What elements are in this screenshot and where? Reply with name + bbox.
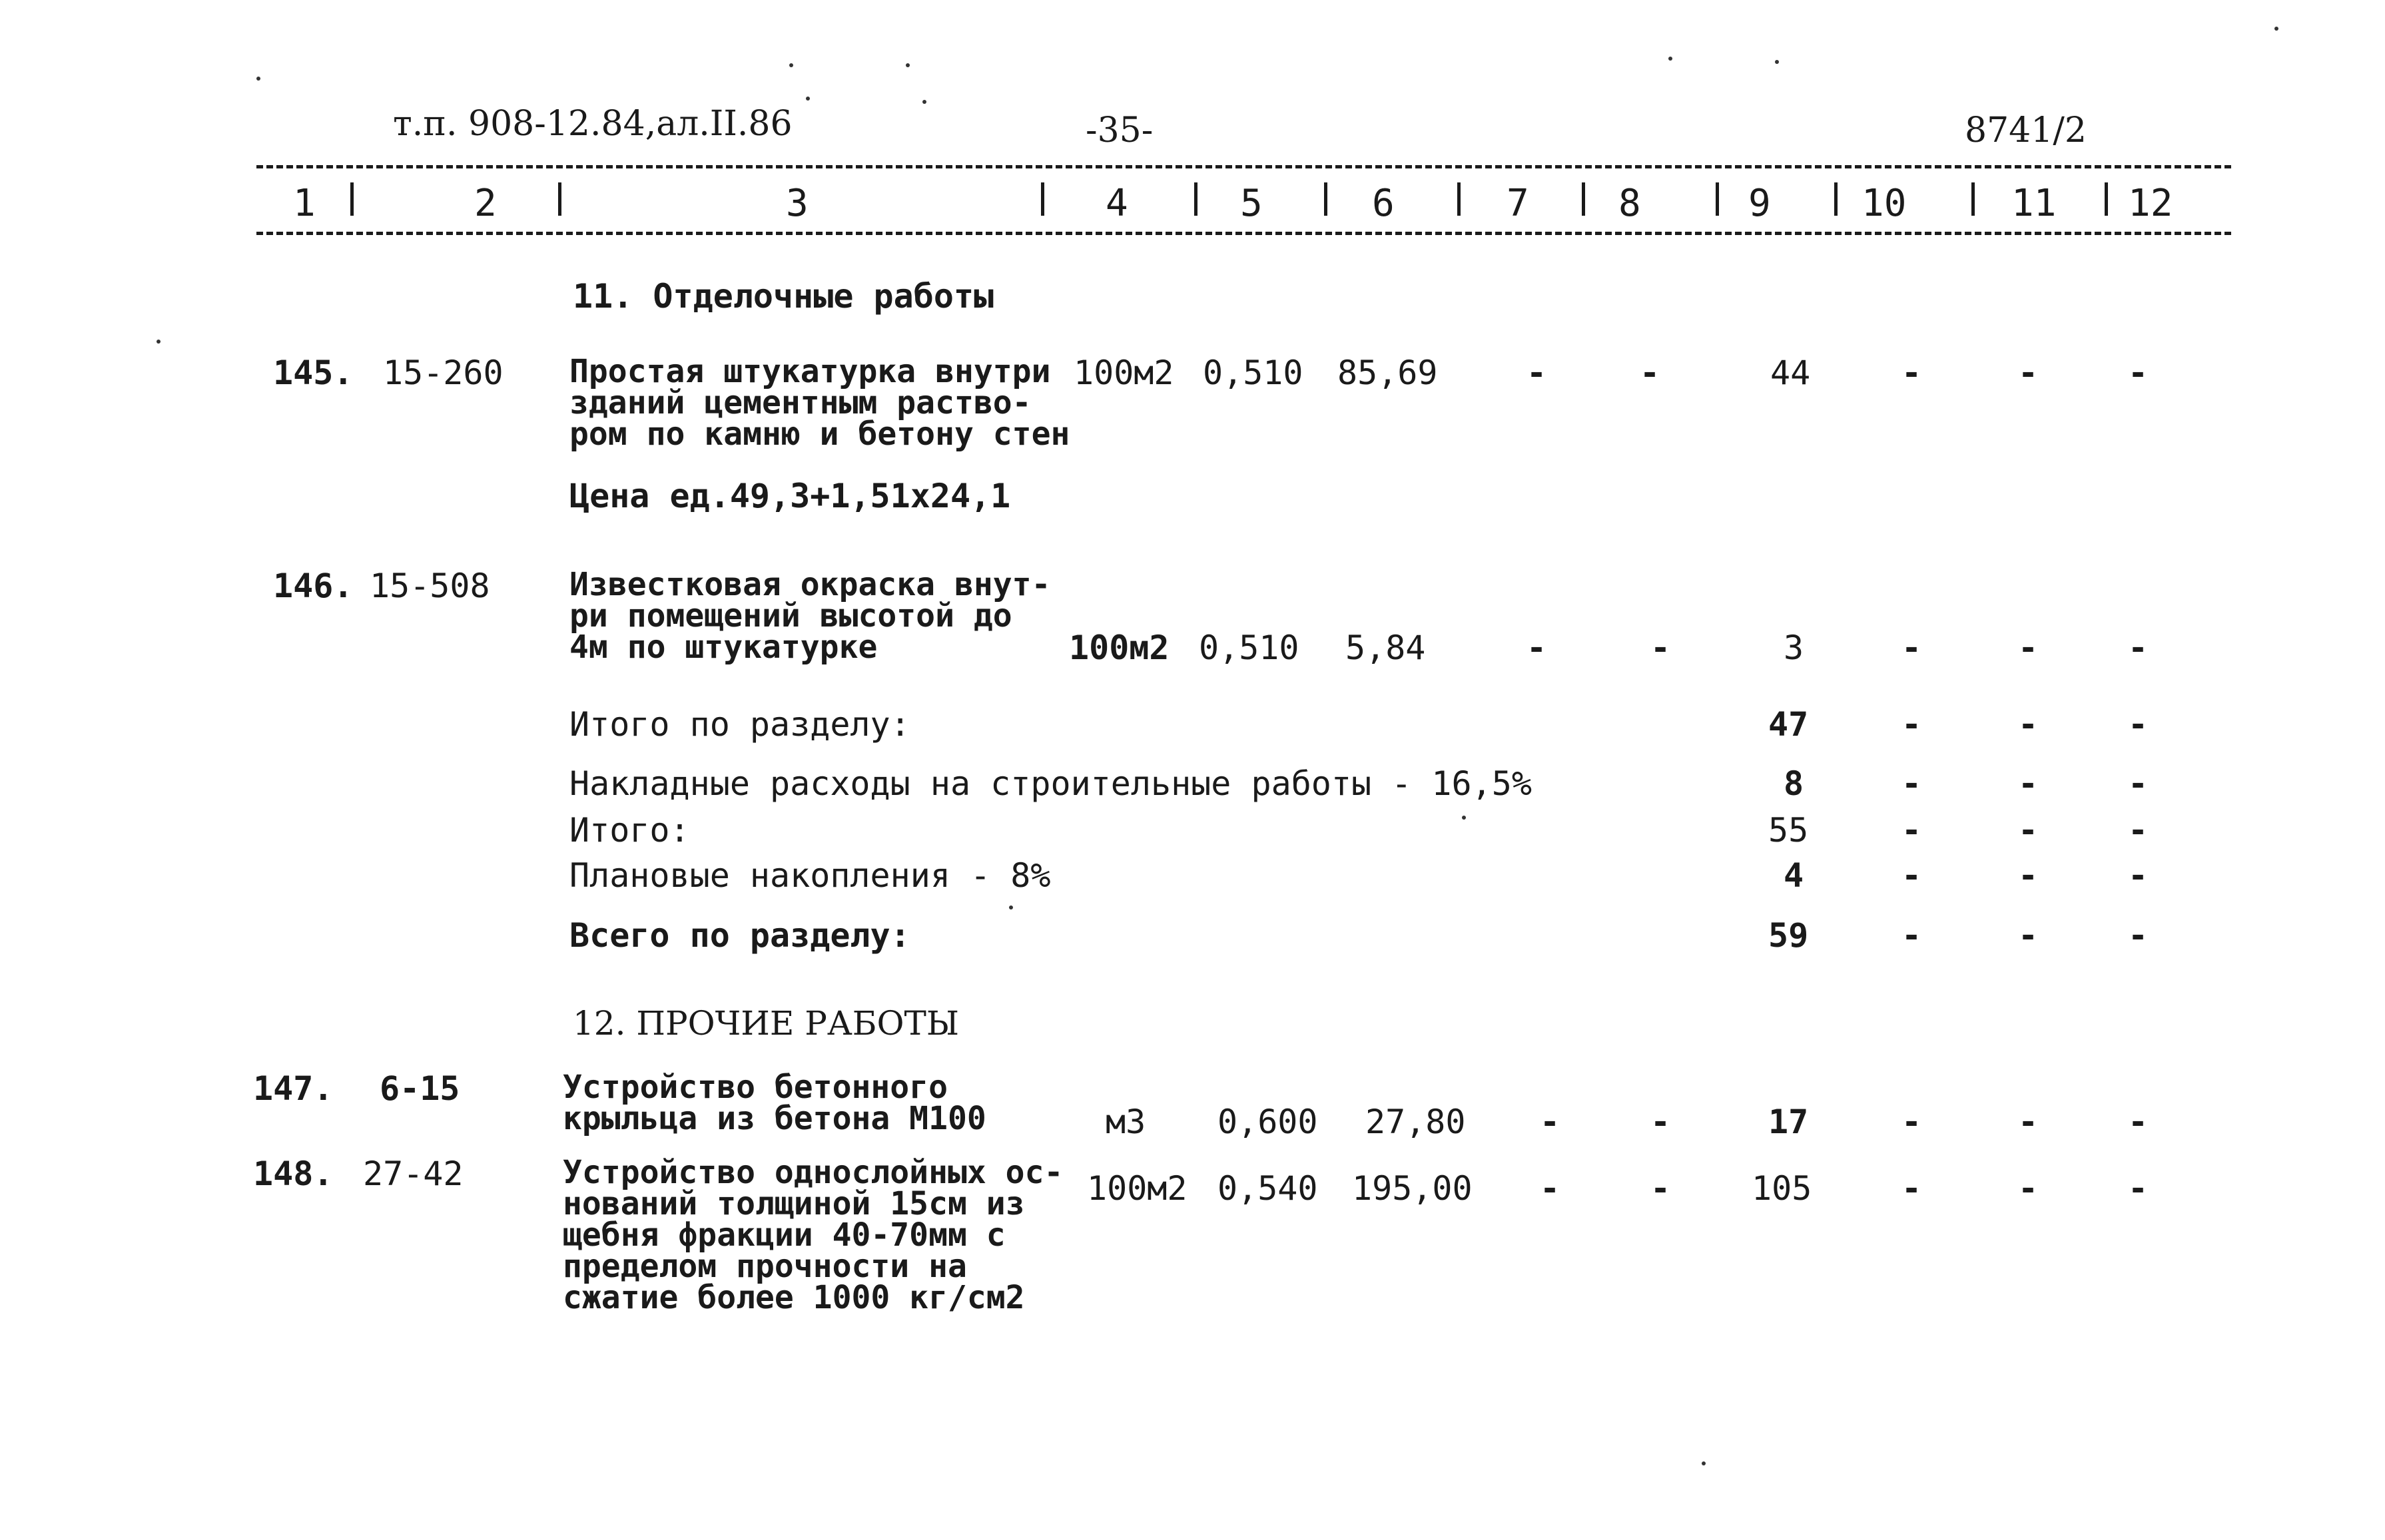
column-number: 7 bbox=[1507, 182, 1529, 225]
cell-col10: - bbox=[1901, 856, 1922, 895]
summary-label: Итого: bbox=[569, 811, 690, 850]
work-description: Известковая окраска внут- ри помещений высотой до 4м по штукатурке bbox=[569, 566, 1051, 666]
column-separator bbox=[1582, 182, 1585, 216]
section-title: 11. Отделочные работы bbox=[573, 277, 994, 316]
column-number: 4 bbox=[1106, 182, 1128, 225]
cell-col11: - bbox=[2018, 1103, 2039, 1141]
cell-col10: - bbox=[1901, 629, 1922, 667]
cell-col11: - bbox=[2018, 705, 2039, 744]
column-separator bbox=[1324, 182, 1327, 216]
row-number: 145. bbox=[273, 354, 354, 392]
row-number: 147. bbox=[253, 1069, 334, 1108]
cell-col8: - bbox=[1640, 354, 1660, 392]
cell-col10: - bbox=[1901, 811, 1922, 850]
cell-col12: - bbox=[2128, 764, 2149, 803]
cell-col12: - bbox=[2128, 629, 2149, 667]
cell-col8: - bbox=[1650, 1103, 1671, 1141]
scan-speck bbox=[1009, 905, 1013, 909]
cell-col9: 105 bbox=[1752, 1169, 1812, 1208]
cell-col10: - bbox=[1901, 916, 1922, 955]
cell-col10: - bbox=[1901, 354, 1922, 392]
column-separator bbox=[1041, 182, 1044, 216]
cell-col9: 55 bbox=[1768, 811, 1809, 850]
row-number: 146. bbox=[273, 567, 354, 605]
summary-label: Накладные расходы на строительные работы - 16,5% bbox=[569, 764, 1532, 803]
column-number: 2 bbox=[474, 182, 497, 225]
cell-col9: 8 bbox=[1784, 764, 1804, 803]
summary-label: Всего по разделу: bbox=[569, 916, 910, 955]
column-number: 12 bbox=[2128, 182, 2173, 225]
price-note: Цена ед.49,3+1,51х24,1 bbox=[569, 477, 1011, 515]
cell-col7: - bbox=[1540, 1103, 1560, 1141]
unit-price: 85,69 bbox=[1337, 354, 1438, 392]
unit: 100м2 bbox=[1074, 354, 1174, 392]
page-number: -35- bbox=[1086, 111, 1154, 150]
cell-col11: - bbox=[2018, 764, 2039, 803]
cell-col9: 3 bbox=[1784, 629, 1804, 667]
column-separator bbox=[1971, 182, 1975, 216]
unit-price: 195,00 bbox=[1352, 1169, 1473, 1208]
work-description: Устройство бетонного крыльца из бетона М100 bbox=[563, 1069, 986, 1137]
column-separator bbox=[558, 182, 561, 216]
scan-speck bbox=[806, 97, 810, 101]
unit-price: 27,80 bbox=[1365, 1103, 1466, 1141]
column-separator bbox=[1457, 182, 1461, 216]
column-separator bbox=[1834, 182, 1838, 216]
cell-col12: - bbox=[2128, 1169, 2149, 1208]
scan-speck bbox=[922, 100, 926, 104]
scan-speck bbox=[789, 63, 793, 67]
column-number: 3 bbox=[786, 182, 809, 225]
cell-col11: - bbox=[2018, 354, 2039, 392]
cell-col9: 59 bbox=[1768, 916, 1809, 955]
scan-speck bbox=[1702, 1461, 1706, 1465]
cell-col12: - bbox=[2128, 811, 2149, 850]
column-separator bbox=[1194, 182, 1197, 216]
quantity: 0,600 bbox=[1217, 1103, 1318, 1141]
unit-price: 5,84 bbox=[1345, 629, 1426, 667]
column-number: 6 bbox=[1372, 182, 1395, 225]
header-rule-bottom bbox=[256, 232, 2231, 235]
quantity: 0,510 bbox=[1199, 629, 1299, 667]
rate-code: 15-508 bbox=[370, 567, 490, 605]
work-description: Простая штукатурка внутри зданий цементным раство- ром по камню и бетону стен bbox=[569, 353, 1070, 453]
cell-col12: - bbox=[2128, 1103, 2149, 1141]
cell-col8: - bbox=[1650, 1169, 1671, 1208]
cell-col9: 47 bbox=[1768, 705, 1809, 744]
scan-speck bbox=[906, 63, 910, 67]
scan-speck bbox=[2274, 27, 2278, 31]
cell-col7: - bbox=[1540, 1169, 1560, 1208]
cell-col11: - bbox=[2018, 916, 2039, 955]
sheet-code: 8741/2 bbox=[1965, 111, 2087, 150]
cell-col12: - bbox=[2128, 856, 2149, 895]
cell-col12: - bbox=[2128, 705, 2149, 744]
summary-label: Плановые накопления - 8% bbox=[569, 856, 1051, 895]
doc-reference: т.п. 908-12.84,ал.II.86 bbox=[393, 104, 793, 144]
rate-code: 6-15 bbox=[380, 1069, 460, 1108]
work-description: Устройство однослойных ос- нований толщиной 15см из щебня фракции 40-70мм с пределом прочности на сжатие более 1000 кг/см2 bbox=[563, 1154, 1064, 1316]
column-number: 1 bbox=[293, 182, 316, 225]
unit: м3 bbox=[1106, 1103, 1146, 1141]
scan-speck bbox=[1668, 57, 1672, 61]
unit: 100м2 bbox=[1069, 629, 1170, 667]
column-number: 10 bbox=[1862, 182, 1907, 225]
cell-col9: 4 bbox=[1784, 856, 1804, 895]
cell-col10: - bbox=[1901, 1169, 1922, 1208]
column-separator bbox=[350, 182, 354, 216]
column-number: 9 bbox=[1748, 182, 1771, 225]
cell-col7: - bbox=[1527, 354, 1547, 392]
cell-col8: - bbox=[1650, 629, 1671, 667]
section-title: 12. ПРОЧИЕ РАБОТЫ bbox=[573, 1004, 960, 1043]
quantity: 0,540 bbox=[1217, 1169, 1318, 1208]
summary-label: Итого по разделу: bbox=[569, 705, 910, 744]
row-number: 148. bbox=[253, 1155, 334, 1193]
cell-col7: - bbox=[1527, 629, 1547, 667]
column-number: 8 bbox=[1618, 182, 1641, 225]
column-separator bbox=[1716, 182, 1719, 216]
cell-col11: - bbox=[2018, 629, 2039, 667]
rate-code: 15-260 bbox=[383, 354, 504, 392]
cell-col10: - bbox=[1901, 705, 1922, 744]
cell-col12: - bbox=[2128, 354, 2149, 392]
unit: 100м2 bbox=[1087, 1169, 1188, 1208]
scan-speck bbox=[256, 77, 260, 81]
column-number: 5 bbox=[1240, 182, 1263, 225]
scan-speck bbox=[1462, 816, 1466, 820]
cell-col9: 44 bbox=[1770, 354, 1811, 392]
column-number: 11 bbox=[2011, 182, 2057, 225]
scan-speck bbox=[1775, 60, 1779, 64]
cell-col11: - bbox=[2018, 1169, 2039, 1208]
cell-col11: - bbox=[2018, 856, 2039, 895]
cell-col12: - bbox=[2128, 916, 2149, 955]
scan-speck bbox=[157, 340, 161, 344]
quantity: 0,510 bbox=[1203, 354, 1303, 392]
cell-col10: - bbox=[1901, 1103, 1922, 1141]
cell-col9: 17 bbox=[1768, 1103, 1809, 1141]
header-rule-top bbox=[256, 165, 2231, 168]
cell-col11: - bbox=[2018, 811, 2039, 850]
column-separator bbox=[2105, 182, 2108, 216]
rate-code: 27-42 bbox=[363, 1155, 464, 1193]
cell-col10: - bbox=[1901, 764, 1922, 803]
